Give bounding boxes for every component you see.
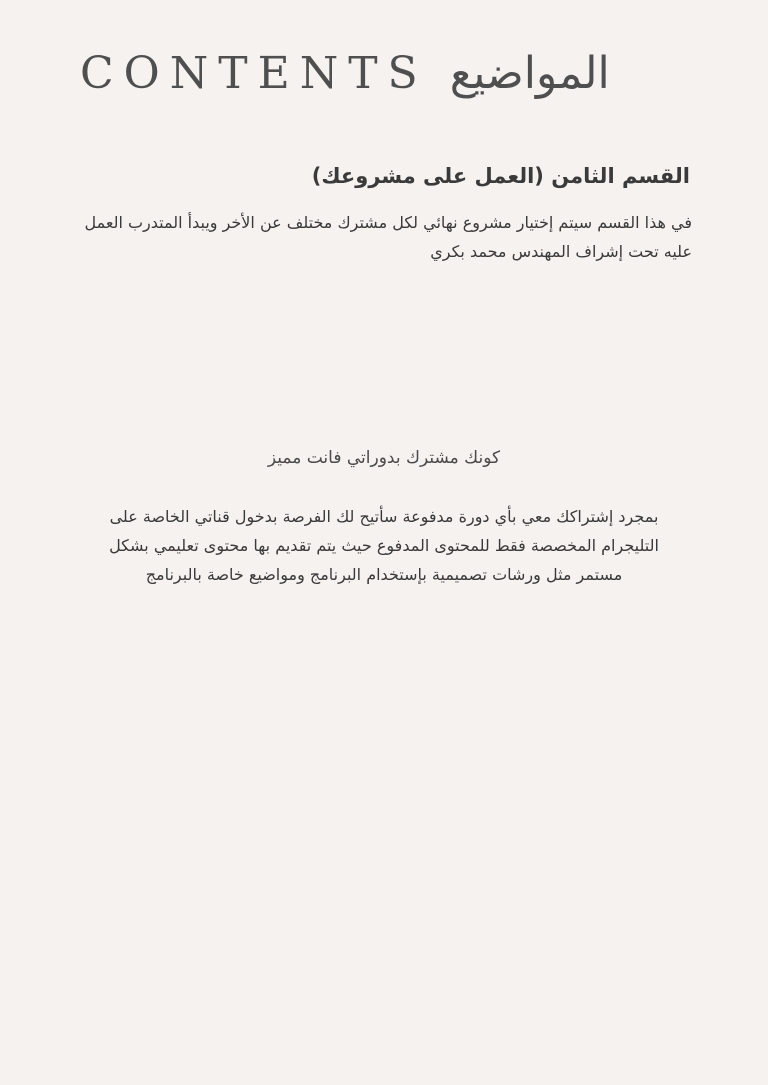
membership-heading: كونك مشترك بدوراتي فانت مميز bbox=[267, 448, 501, 468]
page-title-english: CONTENTS bbox=[80, 47, 428, 99]
page-title-arabic: المواضيع bbox=[449, 47, 610, 99]
section-eight-heading: القسم الثامن (العمل على مشروعك) bbox=[311, 164, 690, 188]
membership-description: بمجرد إشتراكك معي بأي دورة مدفوعة سأتيح لك الفرصة بدخول قناتي الخاصة على التليجرام المخصصة فقط للمحتوى المدفوع حيث يتم تقديم بها محتوى تعليمي بشكل مستمر مثل ورشات تصميمية بإستخدام البرنامج ومواضيع خاصة بالبرنامج bbox=[109, 507, 659, 584]
section-eight-description: في هذا القسم سيتم إختيار مشروع نهائي لكل مشترك مختلف عن الأخر ويبدأ المتدرب العمل عليه تحت إشراف المهندس محمد بكري bbox=[84, 213, 692, 261]
page-title bbox=[80, 38, 700, 108]
